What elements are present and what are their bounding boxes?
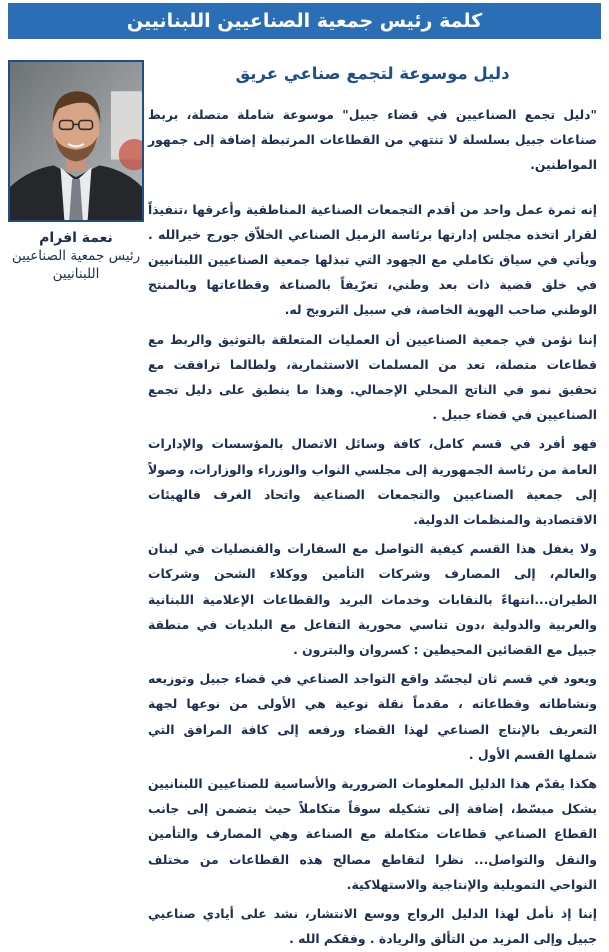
article-paragraph: إننا إذ نأمل لهذا الدليل الرواج ووسع الانتشار، نشد على أيادي صناعيي جبيل وإلى المزيد من التألق والريادة . وفقكم الله . <box>148 906 597 947</box>
portrait-illustration <box>10 62 142 220</box>
article-paragraph: إننا نؤمن في جمعية الصناعيين أن العمليات المتعلقة بالتوثيق والربط مع قطاعات متصلة، تعد من المسلمات الاستثمارية، ولطالما ترافقت مع تحقيق نمو في الناتج المحلي الإجمالي. وهذا ما ينطبق على دليل تجمع الصناعيين في قضاء جبيل . <box>148 331 597 423</box>
president-name: نعمة افرام <box>39 230 113 246</box>
article-paragraph: ويعود في قسم ثان ليجسّد واقع التواجد الصناعي في قضاء جبيل وتوزيعه ونشاطاته وقطاعاته ، مقدماً نقلة نوعية هي الأولى من نوعها لجهة التعريف بالإنتاج الصناعي لهذا القضاء ورفعه إلى كافة المرافق التي شملها القسم الأول . <box>148 671 597 762</box>
article-paragraph: فهو أفرد في قسم كامل، كافة وسائل الاتصال بالمؤسسات والإدارات العامة من رئاسة الجمهورية إلى مجلسي النواب والوزراء والوزارات، وصولاً إلى جمعية الصناعيين والتجمعات الصناعية واتحاد الغرف فالهيئات الاقتصادية والمنظمات الدولية. <box>148 436 597 528</box>
article-body <box>148 62 597 952</box>
article-paragraph: إنه ثمرة عمل واحد من أقدم التجمعات الصناعية المناطقية وأعرقها ،تنفيذاً لقرار اتخذه مجلس إدارتها برئاسة الزميل الصناعي الخلاّق جورج خيرالله . ويأتي في سياق تكاملي مع الجهود التي تبذلها جمعية الصناعيين اللبنانيين في خلق قضية ذات بعد وطني، تعرّيفاً بالصناعة وقطاعاتها وبالمنتج الوطني صاحب الهوية الخاصة، في سبيل الترويج له. <box>148 201 597 318</box>
article-paragraph: "دليل تجمع الصناعيين في قضاء جبيل" موسوعة شاملة متصلة، بربط صناعات جبيل بسلسلة لا تنتهي من القطاعات المرتبطة إضافة إلى جمهور المواطنين. <box>148 107 597 173</box>
page-header-title: كلمة رئيس جمعية الصناعيين اللبنانيين <box>8 3 601 39</box>
president-caption <box>8 229 144 283</box>
president-role: رئيس جمعية الصناعيين اللبنانيين <box>11 248 141 282</box>
president-photo <box>8 60 144 222</box>
article-title: دليل موسوعة لتجمع صناعي عريق <box>235 64 510 83</box>
article-paragraph: ولا يغفل هذا القسم كيفية التواصل مع السفارات والقنصليات في لبنان والعالم، إلى المصارف وشركات التأمين ووكلاء الشحن وشركات الطيران...انتهاءً بالنقابات وخدمات البريد والقطاعات الإعلامية اللبنانية والعربية والدولية ،دون تناسي محورية التفاعل مع البلديات في منطقة جبيل مع القضائين المحيطين : كسروان والبترون . <box>148 541 597 658</box>
article-paragraph: هكذا يقدّم هذا الدليل المعلومات الضرورية والأساسية للصناعيين اللبنانيين بشكل مبسّط، إضافة إلى تشكيله سوقاً متكاملاً حيث يتضمن إلى جانب القطاع الصناعي قطاعات متكاملة مع الصناعة وهي المصارف والتأمين والنقل والتواصل... نظرا لتقاطع مصالح هذه القطاعات من مختلف النواحي التمويلية والإنتاجية والاستهلاكية. <box>148 776 597 892</box>
